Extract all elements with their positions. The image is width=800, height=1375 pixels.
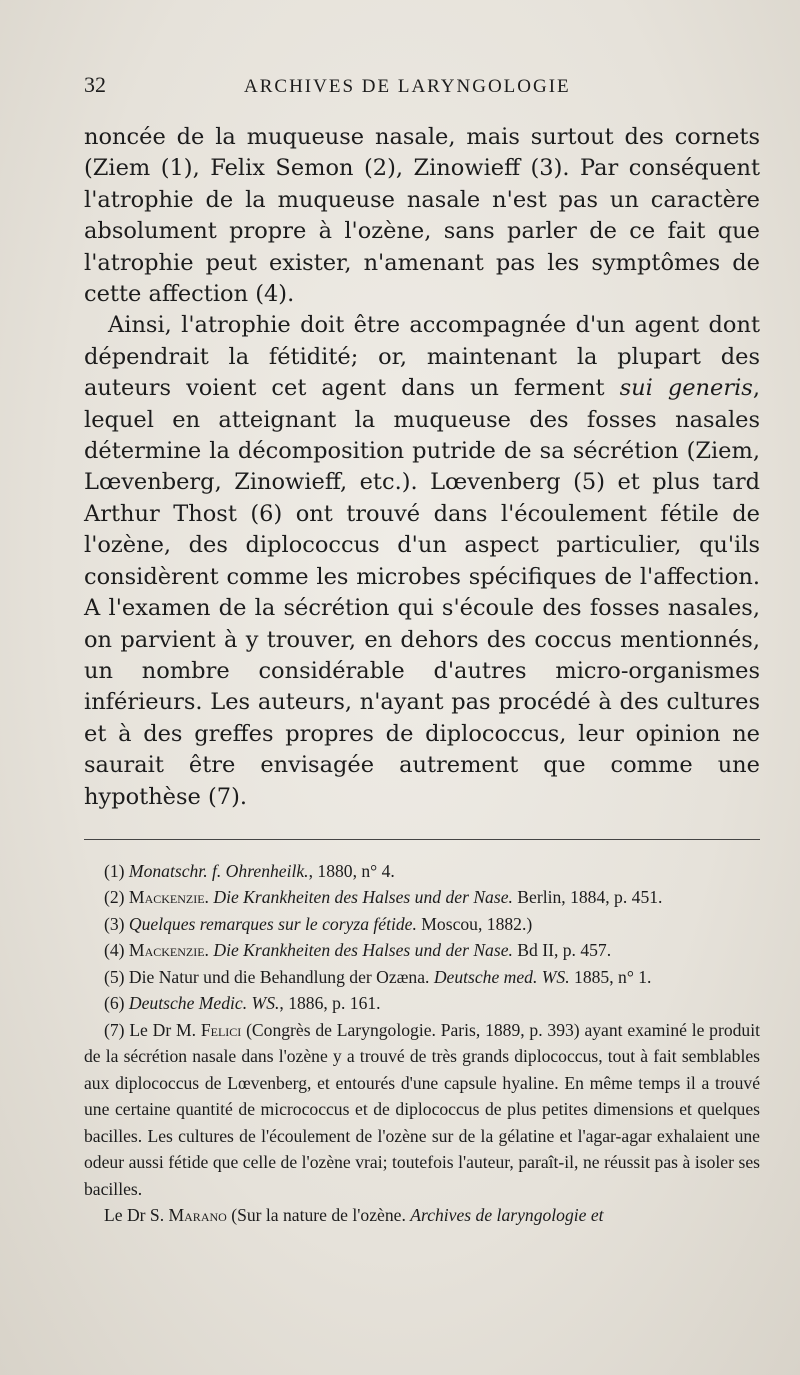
footnote-8-journal: Archives de laryngologie et [410,1205,604,1226]
main-text [84,122,760,813]
footnote-4 [84,937,760,964]
footnote-6 [84,990,760,1017]
footnote-7 [84,1017,760,1203]
page-header [84,72,760,108]
footnote-1 [84,858,760,885]
footnote-4-author: Mackenzie. [128,940,209,961]
footnote-8-text: (Sur la nature de l'ozène. [226,1205,411,1226]
footnote-7-author: Felici [200,1019,242,1040]
footnote-2 [84,884,760,911]
paragraph-2 [84,310,760,813]
footnote-6-journal: Deutsche Medic. WS. [128,993,280,1014]
footnote-rule [84,839,760,840]
footnote-3 [84,911,760,938]
paragraph-2-part-a: Ainsi, l'atrophie doit être accompagnée d'un agent dont dépendrait la fétidité; or, maintenant la plupart des auteurs voient cet agent dans un ferment [84,312,760,402]
footnote-2-author: Mackenzie. [128,887,209,908]
footnote-1-ref: , 1880, n° 4. [308,860,395,881]
footnote-3-title: Quelques remarques sur le coryza fétide. [128,913,417,934]
footnote-4-number: (4) [104,940,129,961]
page-number: 32 [84,72,106,97]
footnote-2-ref: Berlin, 1884, p. 451. [512,887,663,908]
footnote-5-title: Die Natur und die Behandlung der Ozæna. [128,966,434,987]
footnote-4-ref: Bd II, p. 457. [512,940,612,961]
footnotes [84,858,760,1229]
footnote-5-number: (5) [104,966,129,987]
paragraph-2-latin: sui generis [619,375,753,402]
footnote-6-number: (6) [104,993,129,1014]
footnote-6-ref: , 1886, p. 161. [279,993,381,1014]
footnote-8 [84,1202,760,1229]
footnote-3-ref: Moscou, 1882.) [416,913,533,934]
footnote-1-number: (1) [104,860,129,881]
footnote-7-number: (7) [104,1019,130,1040]
footnote-5 [84,964,760,991]
paragraph-2-part-b: , lequel en atteignant la muqueuse des fosses nasales détermine la décomposition putride de sa sécrétion (Ziem, Lœvenberg, Zinowieff, etc.). Lœvenberg (5) et plus tard Arthur Thost (6) ont trouvé dans l'écoulement fétile de l'ozène, des diplococcus d'un aspect particulier, qu'ils considèrent comme les microbes spécifiques de l'affection. A l'examen de la sécrétion qui s'écoule des fosses nasales, on parvient à y trouver, en dehors des coccus mentionnés, un nombre considérable d'autres micro-organismes inférieurs. Les auteurs, n'ayant pas procédé à des cultures et à des greffes propres de diplococcus, leur opinion ne saurait être envisagée autrement que comme une hypothèse (7). [84,375,760,810]
paragraph-1: noncée de la muqueuse nasale, mais surtout des cornets (Ziem (1), Felix Semon (2), Zinowieff (3). Par conséquent l'atrophie de la muqueuse nasale n'est pas un caractère absolument propre à l'ozène, sans parler de ce fait que l'atrophie peut exister, n'amenant pas les symptômes de cette affection (4). [84,124,760,308]
footnote-7-text: (Congrès de Laryngologie. Paris, 1889, p. 393) ayant examiné le produit de la sécrétion nasale dans l'ozène y a trouvé de très grands diplococcus, tout à fait semblables aux diplococcus de Lœvenberg, et entourés d'une capsule hyaline. En même temps il a trouvé une certaine quantité de micrococcus et de diplococcus de plus petites dimensions et quelques bacilles. Les cultures de l'écoulement de l'ozène sur de la gélatine et l'agar-agar exhalaient une odeur aussi fétide que celle de l'ozène vrai; toutefois l'auteur, paraît-il, ne réussit pas à isoler ses bacilles. [84,1019,761,1199]
footnote-3-number: (3) [104,913,129,934]
footnote-7-prefix: Le Dr M. [129,1019,201,1040]
footnote-4-title: Die Krankheiten des Halses und der Nase. [213,940,513,961]
footnote-2-number: (2) [104,887,129,908]
footnote-5-journal: Deutsche med. WS. [433,966,570,987]
footnote-2-title: Die Krankheiten des Halses und der Nase. [213,887,513,908]
footnote-8-author: Marano [168,1205,227,1226]
running-title: ARCHIVES DE LARYNGOLOGIE [244,76,571,97]
footnote-1-title: Monatschr. f. Ohrenheilk. [128,860,309,881]
footnote-5-ref: 1885, n° 1. [569,966,652,987]
footnote-8-prefix: Le Dr S. [104,1205,169,1226]
